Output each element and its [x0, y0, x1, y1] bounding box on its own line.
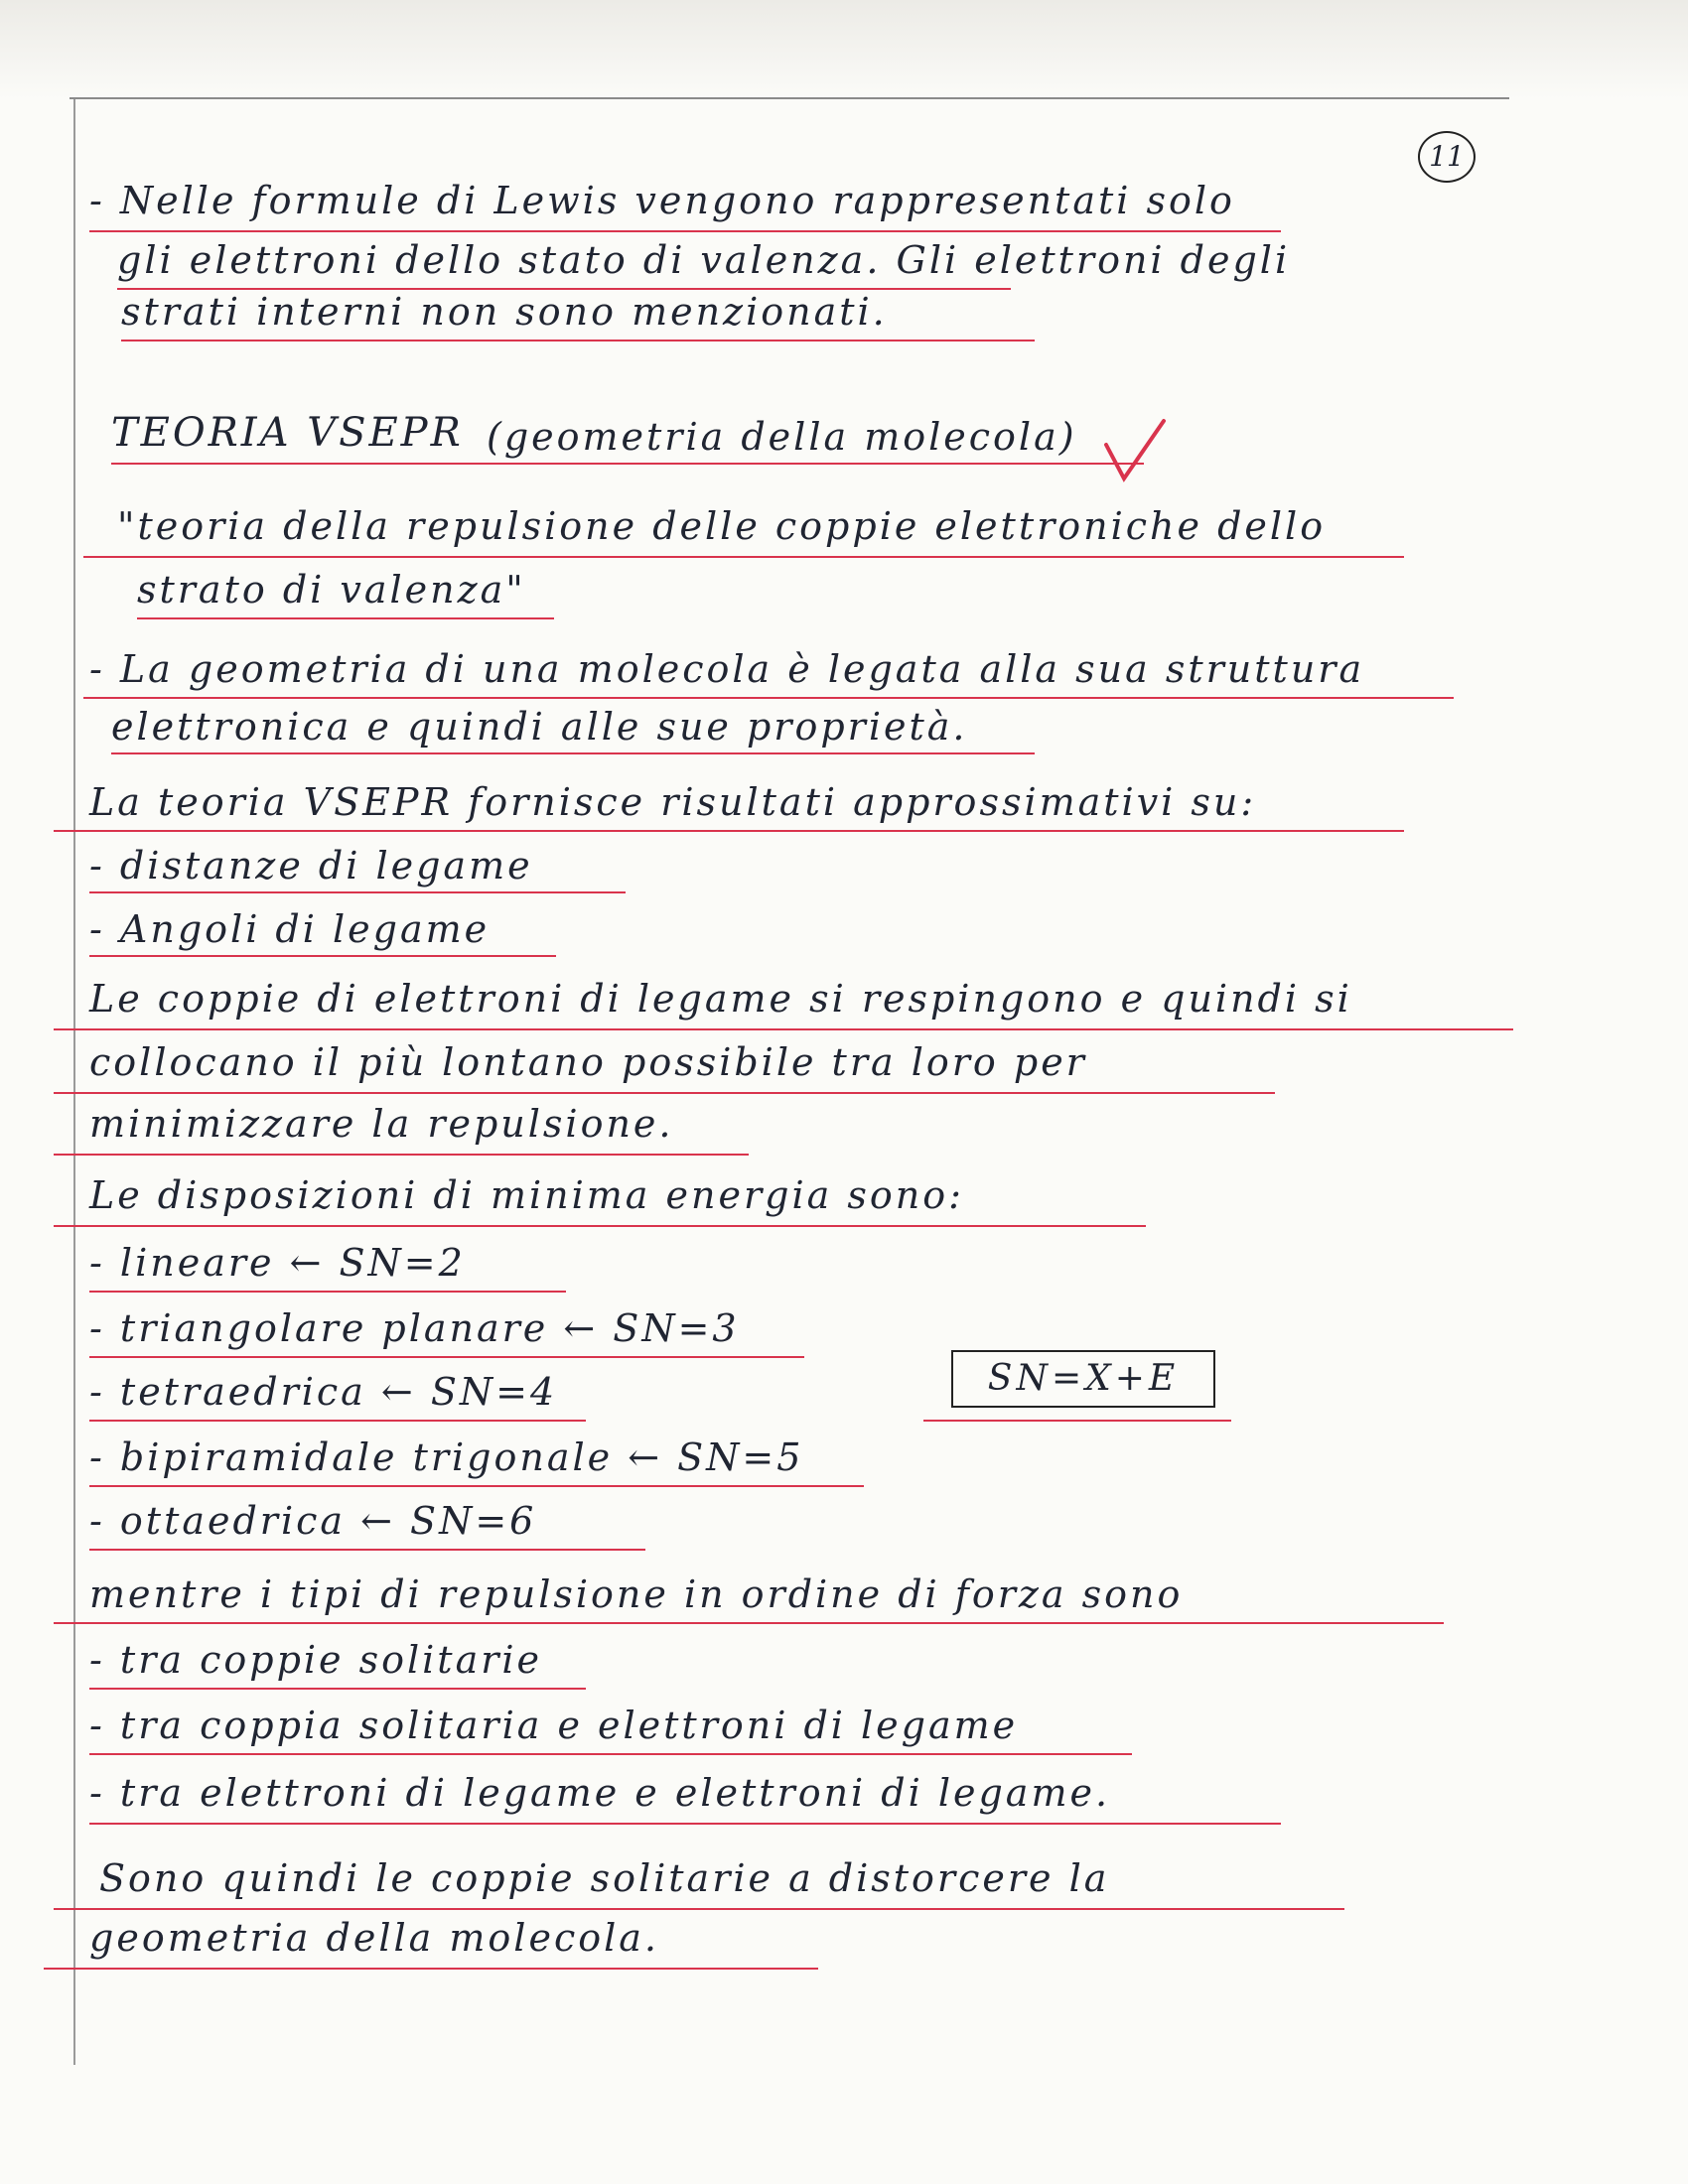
underline: [923, 1420, 1231, 1422]
underline: [89, 1420, 586, 1422]
underline: [54, 830, 1404, 832]
list-item: - bipiramidale trigonale ← SN=5: [89, 1435, 804, 1479]
list-item: - tra coppia solitaria e elettroni di legame: [89, 1704, 1019, 1747]
list-item: - lineare ← SN=2: [89, 1241, 466, 1285]
list-item: - tra coppie solitarie: [89, 1638, 543, 1682]
underline: [89, 1753, 1132, 1755]
text-line: strati interni non sono menzionati.: [121, 290, 888, 334]
text-line: Le coppie di elettroni di legame si respingono e quindi si: [89, 977, 1352, 1021]
scan-shadow: [0, 0, 1688, 99]
text-line: La teoria VSEPR fornisce risultati approssimativi su:: [89, 780, 1257, 824]
underline: [89, 1291, 566, 1293]
text-line: gli elettroni dello stato di valenza. Gli elettroni degli: [117, 238, 1291, 282]
text-line: mentre i tipi di repulsione in ordine di forza sono: [89, 1572, 1184, 1616]
underline: [83, 697, 1454, 699]
underline: [54, 1154, 749, 1156]
underline: [54, 1092, 1275, 1094]
text-line: collocano il più lontano possibile tra loro per: [89, 1040, 1087, 1084]
text-line: geometria della molecola.: [89, 1916, 659, 1960]
underline: [111, 463, 1144, 465]
page-number: 11: [1418, 131, 1476, 183]
underline: [137, 617, 554, 619]
text-line: - Nelle formule di Lewis vengono rappresentati solo: [89, 179, 1235, 222]
underline: [54, 1225, 1146, 1227]
text-line: strato di valenza": [137, 568, 526, 612]
checkmark-icon: [1100, 417, 1170, 486]
list-item: - distanze di legame: [89, 844, 533, 887]
text-line: minimizzare la repulsione.: [89, 1102, 674, 1146]
underline: [89, 1549, 645, 1551]
underline: [89, 1823, 1281, 1825]
text-line: elettronica e quindi alle sue proprietà.: [111, 705, 968, 749]
underline: [54, 1908, 1344, 1910]
section-title: TEORIA VSEPR: [111, 410, 464, 456]
underline: [89, 1356, 804, 1358]
underline: [89, 230, 1281, 232]
underline: [89, 955, 556, 957]
margin-line: [73, 99, 75, 2065]
formula-box: SN=X+E: [951, 1350, 1215, 1408]
underline: [83, 556, 1404, 558]
list-item: - Angoli di legame: [89, 907, 491, 951]
underline: [89, 891, 626, 893]
underline: [44, 1968, 818, 1970]
list-item: - ottaedrica ← SN=6: [89, 1499, 537, 1543]
underline: [54, 1622, 1444, 1624]
underline: [111, 752, 1035, 754]
text-line: "teoria della repulsione delle coppie elettroniche dello: [117, 504, 1327, 548]
list-item: - triangolare planare ← SN=3: [89, 1306, 740, 1350]
underline: [54, 1028, 1513, 1030]
list-item: - tetraedrica ← SN=4: [89, 1370, 558, 1414]
underline: [89, 1485, 864, 1487]
section-subtitle: (geometria della molecola): [487, 415, 1077, 459]
top-rule: [70, 97, 1509, 99]
text-line: - La geometria di una molecola è legata alla sua struttura: [89, 647, 1365, 691]
list-item: - tra elettroni di legame e elettroni di legame.: [89, 1771, 1111, 1815]
text-line: Le disposizioni di minima energia sono:: [89, 1173, 964, 1217]
underline: [121, 340, 1035, 341]
text-line: Sono quindi le coppie solitarie a distorcere la: [99, 1856, 1110, 1900]
underline: [89, 1688, 586, 1690]
